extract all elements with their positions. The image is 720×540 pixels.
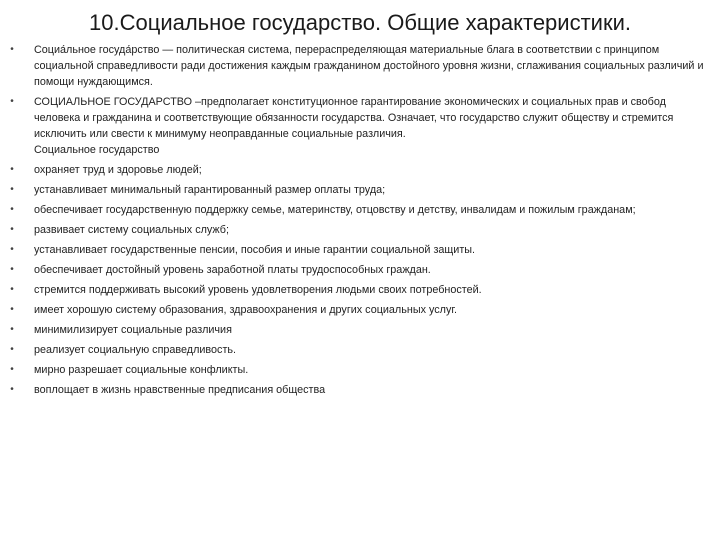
bullet-item	[0, 322, 720, 338]
slide-title: 10.Социальное государство. Общие характеристики.	[89, 10, 631, 35]
bullet-dot-icon: •	[10, 44, 14, 55]
bullet-item	[0, 94, 720, 158]
bullet-text: Социа́льное госуда́рство — политическая система, перераспределяющая материальные блага в соответствии с принципом социальной справедливости ради достижения каждым гражданином достойного уровня жизни, сглаживания социальных различий и помощи нуждающимся.	[34, 44, 704, 88]
bullet-item	[0, 182, 720, 198]
bullet-text: воплощает в жизнь нравственные предписания общества	[34, 384, 326, 396]
bullet-item	[0, 262, 720, 278]
bullet-dot-icon: •	[10, 344, 14, 355]
bullet-text: обеспечивает государственную поддержку семье, материнству, отцовству и детству, инвалидам и пожилым гражданам;	[34, 204, 636, 216]
bullet-item	[0, 382, 720, 398]
bullet-subheading: Социальное государство	[34, 144, 160, 156]
bullet-dot-icon: •	[10, 384, 14, 395]
bullet-dot-icon: •	[10, 164, 14, 175]
bullet-dot-icon: •	[10, 364, 14, 375]
bullet-dot-icon: •	[10, 264, 14, 275]
bullet-dot-icon: •	[10, 96, 14, 107]
bullet-text: стремится поддерживать высокий уровень удовлетворения людьми своих потребностей.	[34, 284, 482, 296]
bullet-dot-icon: •	[10, 304, 14, 315]
bullet-item	[0, 202, 720, 218]
bullet-text: имеет хорошую систему образования, здравоохранения и других социальных услуг.	[34, 304, 457, 316]
bullet-dot-icon: •	[10, 324, 14, 335]
bullet-text: мирно разрешает социальные конфликты.	[34, 364, 249, 376]
bullet-item	[0, 42, 720, 90]
bullet-text: устанавливает минимальный гарантированный размер оплаты труда;	[34, 184, 386, 196]
bullet-item	[0, 302, 720, 318]
bullet-item	[0, 242, 720, 258]
bullet-text: СОЦИАЛЬНОЕ ГОСУДАРСТВО –предполагает конституционное гарантирование экономических и социальных прав и свобод человека и гражданина и соответствующие обязанности государства. Означает, что государство служит обществу и стремится исключить или свести к минимуму неоправданные социальные различия.	[34, 96, 674, 140]
bullet-text: устанавливает государственные пенсии, пособия и иные гарантии социальной защиты.	[34, 244, 476, 256]
bullet-text: реализует социальную справедливость.	[34, 344, 237, 356]
bullet-dot-icon: •	[10, 244, 14, 255]
bullet-list	[0, 42, 720, 402]
bullet-dot-icon: •	[10, 284, 14, 295]
bullet-item	[0, 282, 720, 298]
bullet-item	[0, 222, 720, 238]
bullet-text: минимилизирует социальные различия	[34, 324, 232, 336]
bullet-dot-icon: •	[10, 204, 14, 215]
bullet-text: обеспечивает достойный уровень заработной платы трудоспособных граждан.	[34, 264, 431, 276]
bullet-text: охраняет труд и здоровье людей;	[34, 164, 202, 176]
bullet-item	[0, 162, 720, 178]
bullet-item	[0, 362, 720, 378]
bullet-dot-icon: •	[10, 184, 14, 195]
bullet-item	[0, 342, 720, 358]
bullet-text: развивает систему социальных служб;	[34, 224, 229, 236]
bullet-dot-icon: •	[10, 224, 14, 235]
